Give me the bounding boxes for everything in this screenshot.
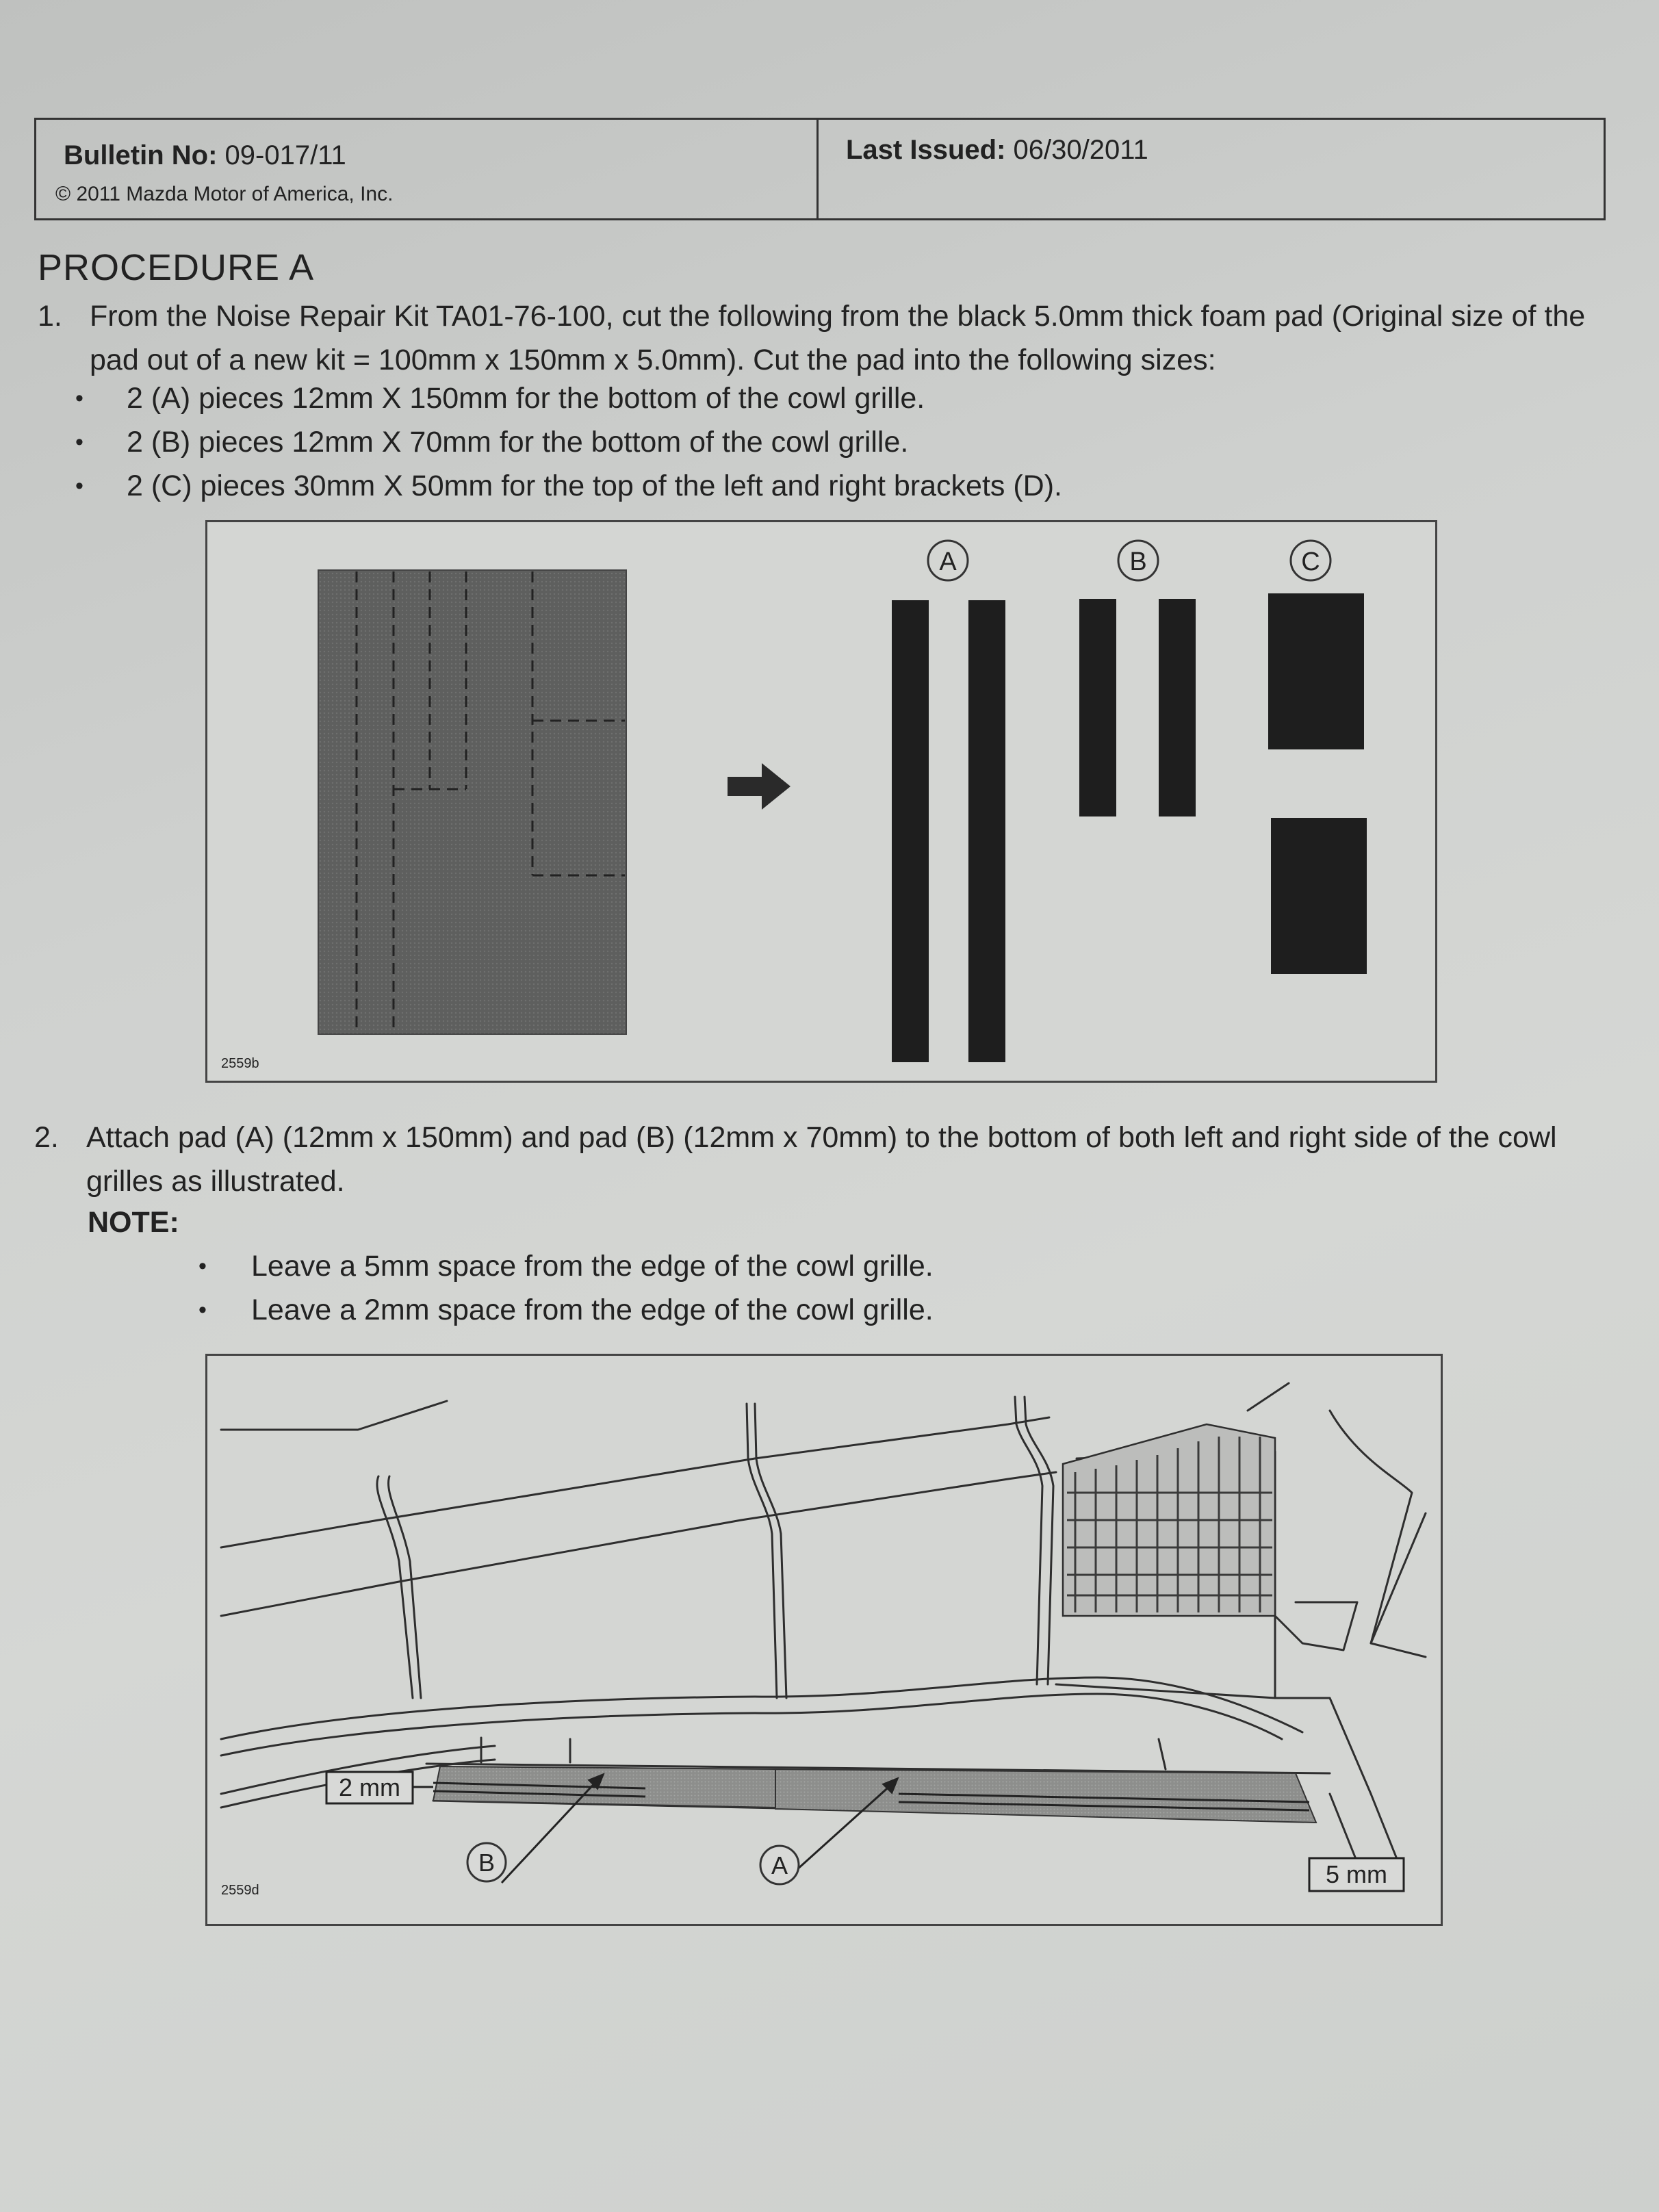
- figure-code: 2559b: [221, 1056, 259, 1071]
- bullet-text: Leave a 5mm space from the edge of the cowl grille.: [251, 1250, 934, 1283]
- header-right-cell: [819, 120, 1604, 218]
- dim-label-5mm: 5 mm: [1326, 1860, 1387, 1888]
- step-1-number: 1.: [38, 300, 62, 333]
- piece-b-1: [1079, 599, 1116, 816]
- label-a: A: [771, 1851, 788, 1879]
- bullet-text: 2 (A) pieces 12mm X 150mm for the bottom of the cowl grille.: [127, 382, 925, 415]
- bullet-text: 2 (B) pieces 12mm X 70mm for the bottom of the cowl grille.: [127, 426, 909, 459]
- procedure-title: PROCEDURE A: [38, 247, 315, 288]
- piece-b-2: [1159, 599, 1196, 816]
- issued-label: Last Issued:: [846, 135, 1006, 165]
- bullet-dot: •: [75, 473, 83, 499]
- copyright-text: © 2011 Mazda Motor of America, Inc.: [55, 183, 394, 205]
- bulletin-header: [34, 118, 1606, 220]
- label-b: B: [1129, 548, 1147, 576]
- piece-a-2: [968, 600, 1005, 1062]
- bullet-text: 2 (C) pieces 30mm X 50mm for the top of the left and right brackets (D).: [127, 470, 1062, 502]
- cowl-grille-diagram: [207, 1356, 1445, 1928]
- label-c: C: [1301, 548, 1320, 576]
- figure-foam-pad-cutting: [205, 520, 1437, 1083]
- step-1-text: From the Noise Repair Kit TA01-76-100, cut the following from the black 5.0mm thick foam pad (Original size of the pad out of a new kit = 100mm x 150mm x 5.0mm). Cut the pad into the following sizes:: [90, 300, 1586, 376]
- bullet-dot: •: [198, 1297, 207, 1323]
- label-a: A: [939, 548, 957, 576]
- step-2-text: Attach pad (A) (12mm x 150mm) and pad (B) (12mm x 70mm) to the bottom of both left and right side of the cowl grilles as illustrated.: [86, 1121, 1557, 1198]
- piece-c-2: [1271, 818, 1367, 974]
- figure-cowl-grille-install: [205, 1354, 1443, 1926]
- bulletin-label: Bulletin No:: [64, 140, 218, 170]
- issued-value: 06/30/2011: [1013, 135, 1148, 165]
- foam-pad: [318, 570, 626, 1034]
- bullet-dot: •: [198, 1253, 207, 1279]
- bullet-dot: •: [75, 429, 83, 455]
- label-b: B: [478, 1849, 496, 1877]
- cutting-diagram: [207, 522, 1439, 1085]
- figure-code: 2559d: [221, 1883, 259, 1898]
- dim-label-2mm: 2 mm: [339, 1773, 400, 1801]
- header-left-cell: [36, 120, 819, 218]
- step-2-number: 2.: [34, 1121, 59, 1154]
- bullet-text: Leave a 2mm space from the edge of the cowl grille.: [251, 1294, 934, 1326]
- note-label: NOTE:: [88, 1206, 179, 1239]
- bulletin-value: 09-017/11: [224, 140, 346, 170]
- piece-a-1: [892, 600, 929, 1062]
- bulletin-number: [64, 140, 346, 171]
- piece-c-1: [1268, 593, 1364, 749]
- bullet-dot: •: [75, 385, 83, 411]
- arrow-right-icon: [728, 763, 790, 810]
- last-issued: [846, 135, 1148, 166]
